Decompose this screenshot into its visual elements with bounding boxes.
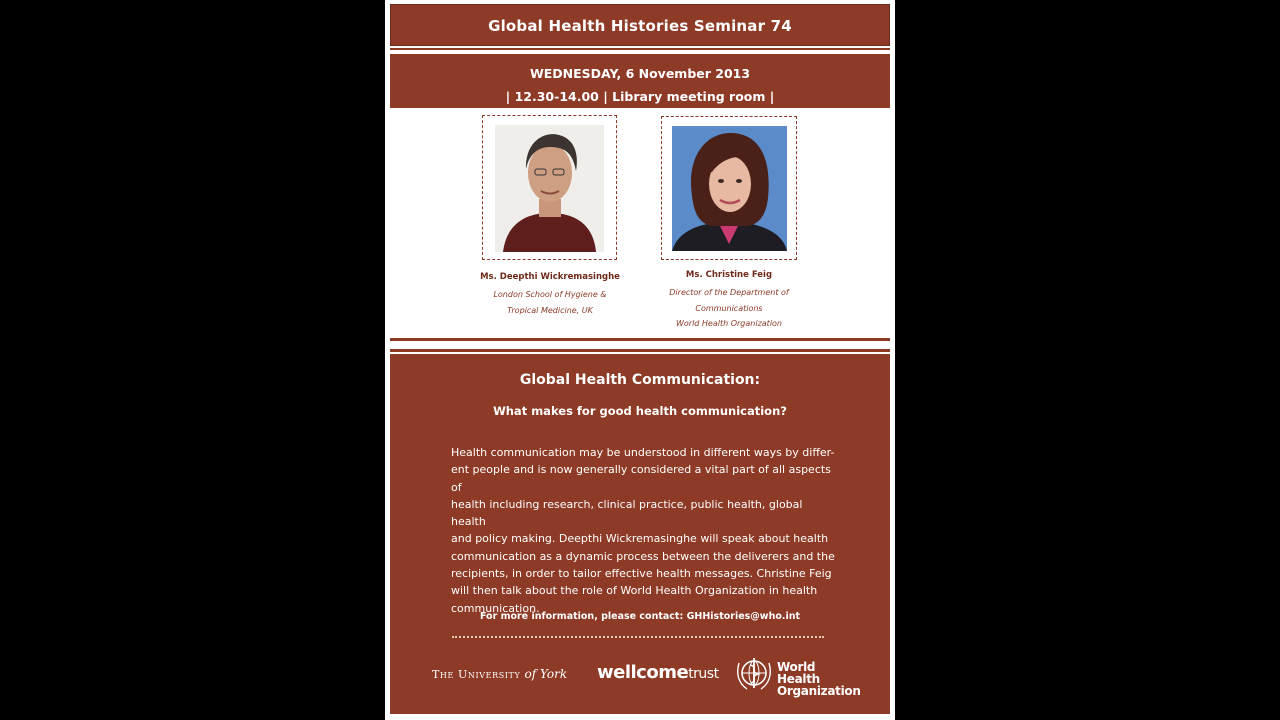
event-date: WEDNESDAY, 6 November 2013 <box>529 66 751 81</box>
description-line: communication. <box>451 601 540 615</box>
york-logo-prefix: The University <box>432 668 521 681</box>
speaker-1-name: Ms. Deepthi Wickremasinghe <box>480 272 620 282</box>
seminar-topic-subtitle: What makes for good health communication? <box>493 404 787 418</box>
speaker-1-portrait-icon <box>495 125 604 252</box>
speaker-1-photo-frame <box>482 115 617 260</box>
seminar-description <box>451 444 835 617</box>
title-bar <box>390 4 890 46</box>
speaker-1-affiliation <box>450 287 650 318</box>
wellcome-logo-text: wellcome <box>597 662 689 683</box>
description-line: Health communication may be understood in different ways by differ- <box>451 446 835 459</box>
description-line: ent people and is now generally considered a vital part of all aspects of <box>451 463 831 494</box>
date-bar <box>390 54 890 108</box>
sponsor-logos <box>390 651 890 698</box>
speaker-2-portrait-icon <box>672 126 787 251</box>
description-line: and policy making. Deepthi Wickremasinghe will speak about health <box>451 532 829 546</box>
speaker-2-photo <box>672 126 787 251</box>
trust-logo-text: trust <box>688 666 719 682</box>
who-logo-line: World Health <box>777 660 820 686</box>
description-line: will then talk about the role of World Health Organization in health <box>451 584 818 598</box>
york-logo-suffix: of York <box>524 667 568 681</box>
description-line: communication as a dynamic process between the deliverers and the <box>451 549 835 563</box>
speaker-1-affiliation-line: Tropical Medicine, UK <box>507 305 593 315</box>
speaker-1-affiliation-line: London School of Hygiene & <box>493 290 607 299</box>
speaker-2-affiliation-line: Communications <box>695 303 763 313</box>
who-logo-line: Organization <box>777 684 861 698</box>
seminar-topic-title: Global Health Communication: <box>519 372 761 388</box>
description-line: recipients, in order to tailor effective health messages. Christine Feig <box>451 567 832 581</box>
university-of-york-logo <box>432 667 567 681</box>
contact-info: For more information, please contact: GHHistories@who.int <box>479 611 801 622</box>
seminar-poster <box>385 0 895 720</box>
speaker-2-affiliation-line: Director of the Department of <box>669 288 789 297</box>
speaker-2-photo-frame <box>661 116 797 260</box>
title-divider <box>390 48 890 50</box>
wellcome-trust-logo <box>597 662 719 683</box>
description-line: health including research, clinical practice, public health, global health <box>451 497 803 529</box>
speaker-2-affiliation-line: World Health Organization <box>675 319 783 328</box>
who-logo <box>735 655 861 698</box>
section-divider-bottom <box>390 349 890 352</box>
section-divider-top <box>390 338 890 341</box>
speaker-2-name: Ms. Christine Feig <box>685 270 773 280</box>
speaker-1-photo <box>495 125 604 252</box>
dotted-divider <box>452 636 824 638</box>
event-time-location: | 12.30-14.00 | Library meeting room | <box>505 89 775 104</box>
who-logo-text <box>777 661 861 697</box>
description-panel <box>390 354 890 714</box>
speaker-2-affiliation <box>629 285 829 332</box>
who-emblem-icon <box>735 655 773 691</box>
poster-title: Global Health Histories Seminar 74 <box>488 17 792 35</box>
